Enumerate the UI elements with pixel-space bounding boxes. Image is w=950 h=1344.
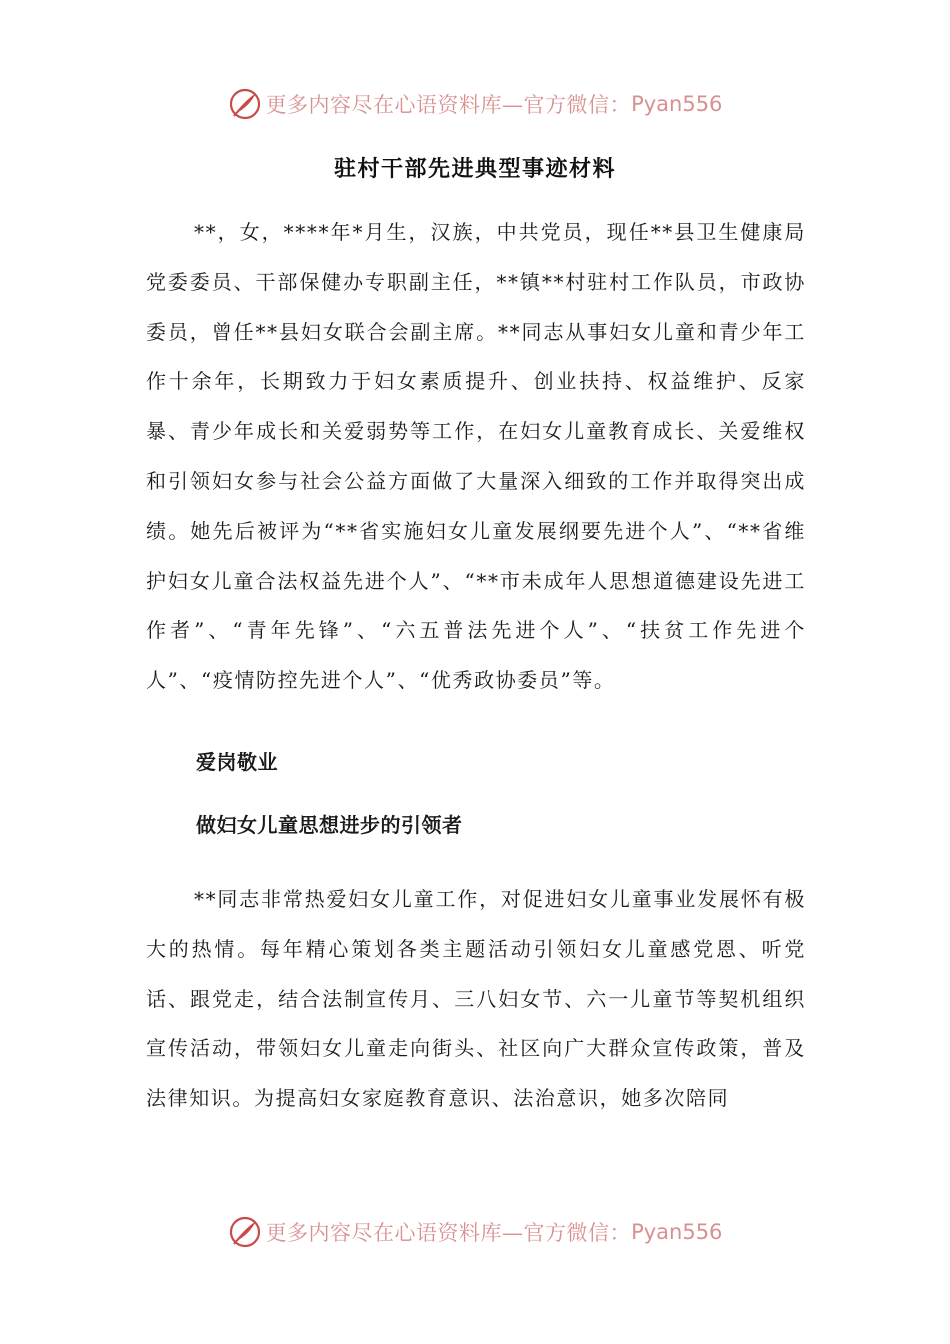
watermark-text: 更多内容尽在心语资料库—官方微信： xyxy=(265,1221,632,1245)
watermark-text: 更多内容尽在心语资料库—官方微信： xyxy=(265,93,632,117)
header-watermark xyxy=(0,84,950,124)
section-heading: 爱岗敬业 xyxy=(196,749,278,774)
intro-paragraph: **，女，****年*月生，汉族，中共党员，现任**县卫生健康局党委委员、干部保健办专职副主任，**镇**村驻村工作队员，市政协委员，曾任**县妇女联合会副主席。**同志从事妇女儿童和青少年工作十余年，长期致力于妇女素质提升、创业扶持、权益维护、反家暴、青少年成长和关爱弱势等工作，在妇女儿童教育成长、关爱维权和引领妇女参与社会公益方面做了大量深入细致的工作并取得突出成绩。她先后被评为“**省实施妇女儿童发展纲要先进个人”、“**省维护妇女儿童合法权益先进个人”、“**市未成年人思想道德建设先进工作者”、“青年先锋”、“六五普法先进个人”、“扶贫工作先进个人”、“疫情防控先进个人”、“优秀政协委员”等。 xyxy=(146,220,806,693)
watermark-wechat-id: Pyan556 xyxy=(631,92,723,116)
footer-watermark xyxy=(0,1212,950,1252)
quill-logo-icon xyxy=(228,87,262,121)
document-title: 驻村干部先进典型事迹材料 xyxy=(333,157,616,182)
quill-logo-icon xyxy=(228,1215,262,1249)
document-body xyxy=(146,208,806,1124)
body-paragraph: **同志非常热爱妇女儿童工作，对促进妇女儿童事业发展怀有极大的热情。每年精心策划各类主题活动引领妇女儿童感党恩、听党话、跟党走，结合法制宣传月、三八妇女节、六一儿童节等契机组织宣传活动，带领妇女儿童走向街头、社区向广大群众宣传政策，普及法律知识。为提高妇女家庭教育意识、法治意识，她多次陪同 xyxy=(146,886,806,1111)
watermark-wechat-id: Pyan556 xyxy=(631,1220,723,1244)
subsection-heading: 做妇女儿童思想进步的引领者 xyxy=(196,812,463,837)
